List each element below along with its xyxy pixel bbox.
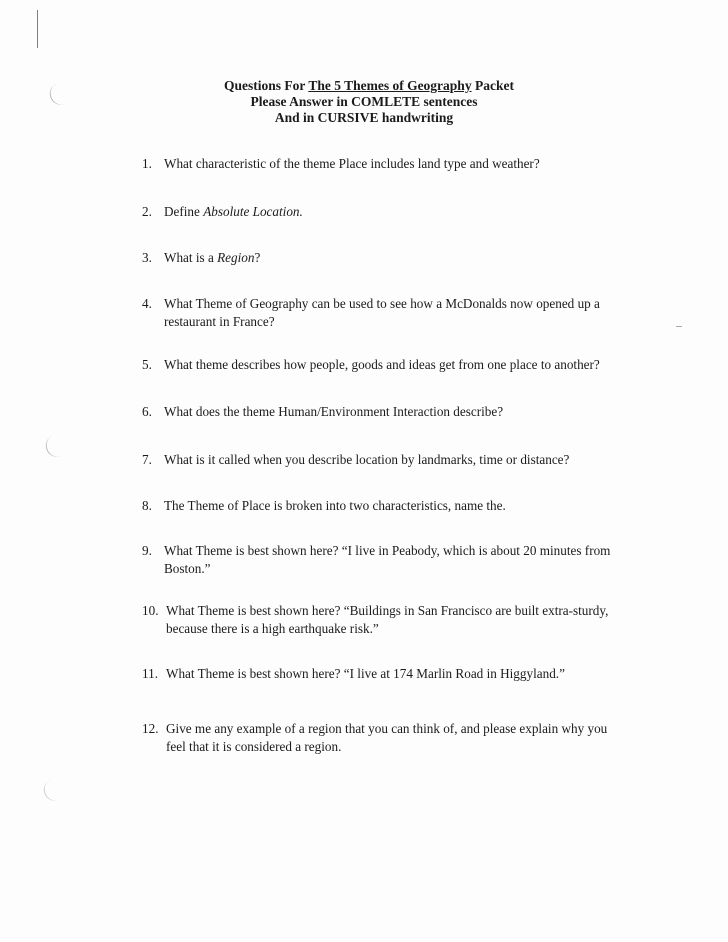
question-number: 3. xyxy=(142,250,152,265)
header-prefix: Questions For xyxy=(224,78,309,93)
question-item xyxy=(142,203,612,221)
question-item xyxy=(142,356,612,374)
question-term: Region xyxy=(217,250,255,265)
question-text-prefix: Define xyxy=(164,204,204,219)
question-number: 7. xyxy=(142,452,152,467)
question-number: 12. xyxy=(142,721,159,736)
question-item xyxy=(142,497,612,515)
header-line-2: Please Answer in COMLETE sentences xyxy=(250,94,478,109)
question-text: What is it called when you describe location by landmarks, time or distance? xyxy=(164,452,570,467)
question-text: What Theme is best shown here? “I live in Peabody, which is about 20 minutes from Boston.” xyxy=(164,543,611,576)
question-item xyxy=(142,665,612,683)
hole-punch-mark xyxy=(41,778,63,804)
question-item xyxy=(142,295,612,331)
question-number: 10. xyxy=(142,603,159,618)
question-text: Give me any example of a region that you can think of, and please explain why you feel that it is considered a region. xyxy=(166,721,608,754)
question-number: 5. xyxy=(142,357,152,372)
question-text: What characteristic of the theme Place includes land type and weather? xyxy=(164,156,540,171)
question-number: 8. xyxy=(142,498,152,513)
question-text: What Theme is best shown here? “Buildings in San Francisco are built extra-sturdy, because there is a high earthquake risk.” xyxy=(166,603,609,636)
question-item xyxy=(142,451,612,469)
question-text: What theme describes how people, goods and ideas get from one place to another? xyxy=(164,357,600,372)
packet-title: The 5 Themes of Geography xyxy=(308,78,472,93)
question-number: 9. xyxy=(142,543,152,558)
scan-artifact-tick xyxy=(676,326,682,327)
question-number: 1. xyxy=(142,156,152,171)
worksheet-header xyxy=(0,78,728,126)
question-item xyxy=(142,602,612,638)
question-item xyxy=(142,720,612,756)
scan-artifact-line xyxy=(37,10,38,48)
question-text: What Theme is best shown here? “I live at 174 Marlin Road in Higgyland.” xyxy=(166,666,565,681)
question-item xyxy=(142,249,612,267)
question-text-suffix: ? xyxy=(254,250,261,265)
header-line-3: And in CURSIVE handwriting xyxy=(274,110,454,125)
question-number: 4. xyxy=(142,296,152,311)
header-suffix: Packet xyxy=(471,78,514,93)
question-item xyxy=(142,403,612,421)
header-line-1 xyxy=(0,78,728,94)
question-number: 2. xyxy=(142,204,152,219)
question-text xyxy=(142,203,612,221)
question-item xyxy=(142,155,612,173)
question-text: What does the theme Human/Environment Interaction describe? xyxy=(164,404,504,419)
question-text: What Theme of Geography can be used to see how a McDonalds now opened up a restaurant in France? xyxy=(164,296,600,329)
question-text xyxy=(142,249,612,267)
hole-punch-mark xyxy=(43,434,65,460)
question-number: 11. xyxy=(142,666,158,681)
question-item xyxy=(142,542,612,578)
question-term: Absolute Location. xyxy=(203,204,303,219)
question-text: The Theme of Place is broken into two characteristics, name the. xyxy=(164,498,506,513)
question-number: 6. xyxy=(142,404,152,419)
question-text-prefix: What is a xyxy=(164,250,218,265)
